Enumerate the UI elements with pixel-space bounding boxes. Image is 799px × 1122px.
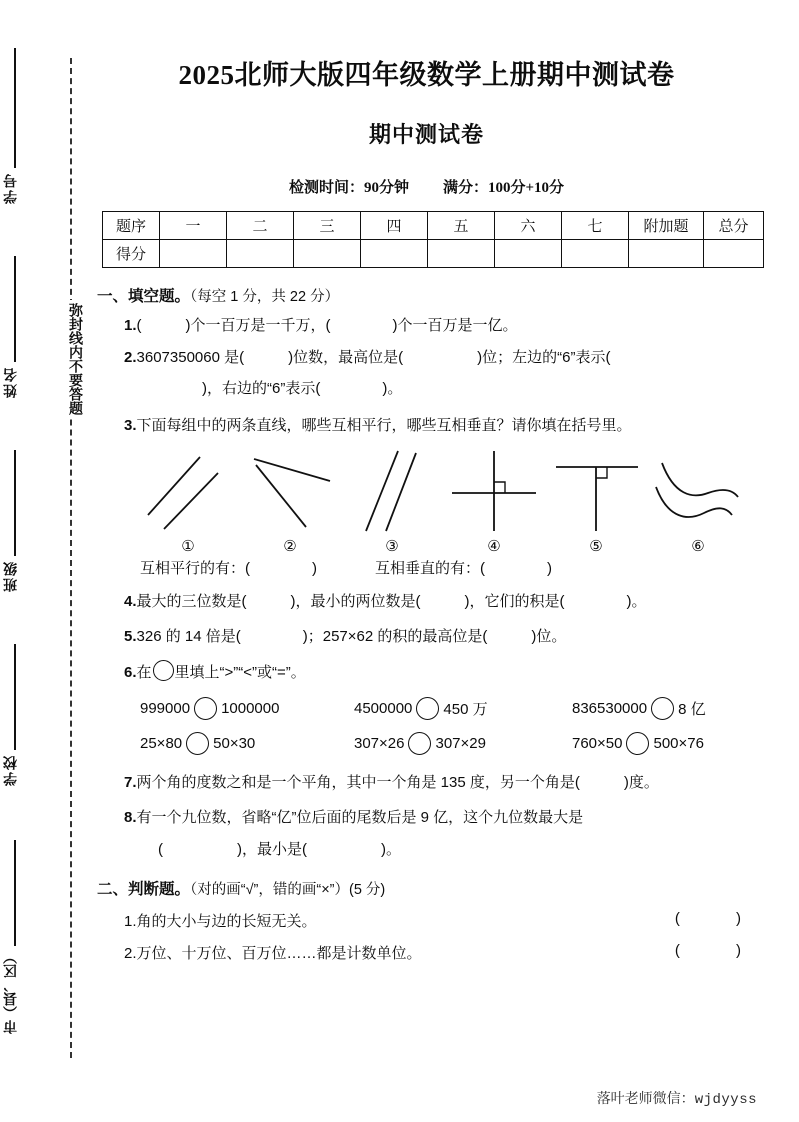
truefalse-2-number: 2. (124, 945, 137, 962)
seal-field-班级: 班级 (2, 560, 18, 592)
comparison-circle-4[interactable] (186, 732, 209, 755)
score-table-col-6: 七 (562, 212, 629, 240)
question-6-prefix: 在 (136, 664, 152, 681)
question-2-part-c: )位；左边的“6”表示( (477, 348, 611, 366)
seal-dashed-label: 弥封线内不要答题 (56, 300, 86, 418)
score-table-row-label-1: 得分 (103, 240, 160, 268)
acute-angle-icon (244, 443, 336, 535)
question-5-part-a: 326 的 14 倍是( (136, 627, 241, 645)
seal-field-姓名: 姓名 (2, 366, 18, 398)
section-heading-1 (97, 284, 799, 306)
truefalse-item-1 (96, 910, 799, 931)
question-5-part-c: )位。 (531, 627, 567, 645)
question-7-part-b: )度。 (623, 773, 659, 791)
question-1-part-c: )个一百万是一亿。 (392, 317, 518, 334)
figure-label-4: ④ (487, 538, 501, 555)
score-cell-2[interactable] (294, 240, 361, 268)
comparison-circle-2[interactable] (416, 697, 439, 720)
figure-1-parallel-lines (142, 443, 234, 555)
question-8 (96, 807, 799, 830)
question-8-number: 8. (124, 809, 137, 826)
comparison-circle-1[interactable] (194, 697, 217, 720)
question-5-number: 5. (124, 627, 137, 645)
score-table-col-3: 四 (361, 212, 428, 240)
question-4-part-b: )，最小的两位数是( (290, 593, 421, 610)
comparison-left-6: 760×50 (572, 734, 623, 752)
section-2-note: （对的画“√”，错的画“×”）(5 分) (190, 882, 386, 898)
question-2-continued (96, 378, 799, 401)
perpendicular-answer-close: ) (547, 560, 552, 577)
question-1-part-b: )个一百万是一千万，( (185, 317, 331, 334)
figure-label-6: ⑥ (691, 538, 705, 555)
seal-rule-4 (14, 644, 16, 750)
question-3-number: 3. (124, 416, 137, 434)
truefalse-2-answer-bracket[interactable]: ( ) (674, 942, 767, 959)
tee-perpendicular-icon (550, 443, 642, 535)
figure-2-acute-angle (244, 443, 336, 555)
figure-5-tee-perpendicular (550, 443, 642, 555)
score-cell-8[interactable] (704, 240, 764, 268)
score-cell-0[interactable] (160, 240, 227, 268)
section-heading-2 (97, 877, 799, 899)
comparison-item-1 (140, 697, 354, 720)
question-8-part-d: )。 (381, 840, 401, 858)
seal-field-市县区: 市（县、区） (2, 950, 18, 1034)
page-subtitle: 期中测试卷 (368, 122, 484, 147)
score-cell-4[interactable] (428, 240, 495, 268)
question-8-part-c: )，最小是( (237, 840, 307, 858)
question-2-part-b: )位数，最高位是( (288, 348, 404, 366)
seal-dashed-line (70, 58, 72, 1058)
score-table (102, 211, 764, 268)
comparison-circle-6[interactable] (626, 732, 649, 755)
comparison-item-6 (572, 732, 704, 755)
question-7-part-a: 两个角的度数之和是一个平角，其中一个角是 135 度，另一个角是( (136, 773, 580, 791)
footer-watermark (597, 1088, 757, 1108)
comparison-left-5: 307×26 (354, 734, 405, 752)
table-row-scores (103, 240, 764, 268)
comparison-item-4 (140, 732, 354, 755)
question-2-number: 2. (124, 348, 137, 366)
question-5 (96, 626, 799, 649)
truefalse-item-2 (96, 942, 799, 963)
question-8-continued (96, 839, 799, 862)
comparison-right-1: 1000000 (221, 699, 280, 717)
question-4-part-a: 最大的三位数是( (136, 593, 247, 610)
comparison-left-1: 999000 (140, 699, 191, 717)
figure-3-parallel-steep (346, 443, 438, 555)
page-title: 2025北师大版四年级数学上册期中测试卷 (178, 60, 675, 90)
score-cell-3[interactable] (361, 240, 428, 268)
question-2-part-e: )。 (382, 380, 403, 397)
parallel-diagonal-icon (142, 443, 234, 535)
exam-total-score: 满分：100分+10分 (442, 180, 565, 196)
comparison-right-4: 50×30 (213, 734, 256, 752)
question-4 (96, 591, 799, 614)
exam-duration: 检测时间：90分钟 (288, 180, 409, 196)
score-table-col-0: 一 (160, 212, 227, 240)
comparison-circle-5[interactable] (408, 732, 431, 755)
footer-wechat-id: wjdyyss (694, 1092, 757, 1108)
comparison-circle-3[interactable] (651, 697, 674, 720)
question-6 (96, 660, 799, 685)
question-1-part-a: ( (136, 317, 142, 334)
question-6-suffix: 里填上“>”“<”或“=”。 (174, 664, 306, 681)
truefalse-1-number: 1. (124, 913, 137, 930)
question-8-part-b: ( (158, 840, 163, 858)
geometry-figure-row (96, 443, 799, 555)
question-7 (96, 772, 799, 795)
parallel-steep-icon (346, 443, 438, 535)
seal-rule-2 (14, 256, 16, 362)
footer-label: 落叶老师微信： (596, 1090, 695, 1106)
comparison-circle-icon[interactable] (153, 660, 174, 681)
question-7-number: 7. (124, 773, 137, 791)
table-row-header (103, 212, 764, 240)
score-cell-6[interactable] (562, 240, 629, 268)
score-table-col-2: 三 (294, 212, 361, 240)
score-table-col-4: 五 (428, 212, 495, 240)
comparison-right-2: 450 万 (443, 700, 488, 718)
score-cell-1[interactable] (227, 240, 294, 268)
comparison-left-3: 836530000 (572, 699, 648, 717)
cross-perpendicular-icon (448, 443, 540, 535)
score-table-col-5: 六 (495, 212, 562, 240)
seal-margin (0, 0, 96, 1122)
score-cell-5[interactable] (495, 240, 562, 268)
parallel-perpendicular-answers (96, 557, 799, 578)
seal-rule-3 (14, 450, 16, 556)
figure-label-1: ① (181, 538, 195, 555)
figure-6-wavy-curves (652, 443, 744, 555)
question-2 (96, 347, 799, 370)
comparison-item-3 (572, 697, 706, 720)
question-4-part-c: )，它们的积是( (464, 593, 565, 610)
figure-4-cross-perpendicular (448, 443, 540, 555)
truefalse-2-text: 万位、十万位、百万位……都是计数单位。 (136, 945, 422, 962)
parallel-answer-close: ) (312, 560, 317, 577)
question-8-part-a: 有一个九位数，省略“亿”位后面的尾数后是 9 亿，这个九位数最大是 (136, 809, 584, 826)
figure-label-5: ⑤ (589, 538, 603, 555)
question-5-part-b: )；257×62 的积的最高位是( (302, 627, 488, 645)
figure-label-3: ③ (385, 538, 399, 555)
comparison-left-4: 25×80 (140, 734, 183, 752)
truefalse-1-answer-bracket[interactable]: ( ) (674, 910, 767, 927)
figure-label-2: ② (283, 538, 297, 555)
wavy-curves-icon (652, 443, 744, 535)
exam-meta (96, 149, 799, 197)
score-table-col-7: 附加题 (629, 212, 704, 240)
seal-field-学校: 学校 (2, 754, 18, 786)
comparison-row-2 (96, 732, 799, 755)
question-3-text: 下面每组中的两条直线，哪些互相平行，哪些互相垂直？请你填在括号里。 (136, 416, 632, 434)
comparison-item-2 (354, 697, 572, 720)
question-1 (96, 315, 799, 338)
question-4-part-d: )。 (626, 593, 647, 610)
score-table-row-label-0: 题序 (103, 212, 160, 240)
parallel-answer-label: 互相平行的有：( (140, 560, 250, 577)
question-4-number: 4. (124, 593, 137, 610)
question-1-number: 1. (124, 317, 137, 334)
truefalse-1-text: 角的大小与边的长短无关。 (136, 913, 317, 930)
score-cell-7[interactable] (629, 240, 704, 268)
comparison-left-2: 4500000 (354, 699, 413, 717)
section-1-title: 一、填空题。 (97, 288, 191, 305)
question-2-part-a: 3607350060 是( (136, 348, 245, 366)
comparison-item-5 (354, 732, 572, 755)
question-3 (96, 415, 799, 438)
comparison-right-6: 500×76 (653, 734, 704, 752)
score-table-col-8: 总分 (704, 212, 764, 240)
section-2-title: 二、判断题。 (97, 881, 191, 898)
perpendicular-answer-label: 互相垂直的有：( (375, 560, 485, 577)
exam-page (96, 0, 799, 1122)
score-table-col-1: 二 (227, 212, 294, 240)
seal-rule-1 (14, 48, 16, 168)
seal-rule-5 (14, 840, 16, 946)
question-6-number: 6. (124, 664, 137, 681)
section-1-note: （每空 1 分，共 22 分） (190, 289, 340, 305)
seal-field-学号: 学号 (2, 172, 18, 204)
comparison-row-1 (96, 697, 799, 720)
comparison-right-3: 8 亿 (678, 700, 706, 718)
comparison-right-5: 307×29 (435, 734, 486, 752)
question-2-part-d: )，右边的“6”表示( (202, 380, 321, 397)
